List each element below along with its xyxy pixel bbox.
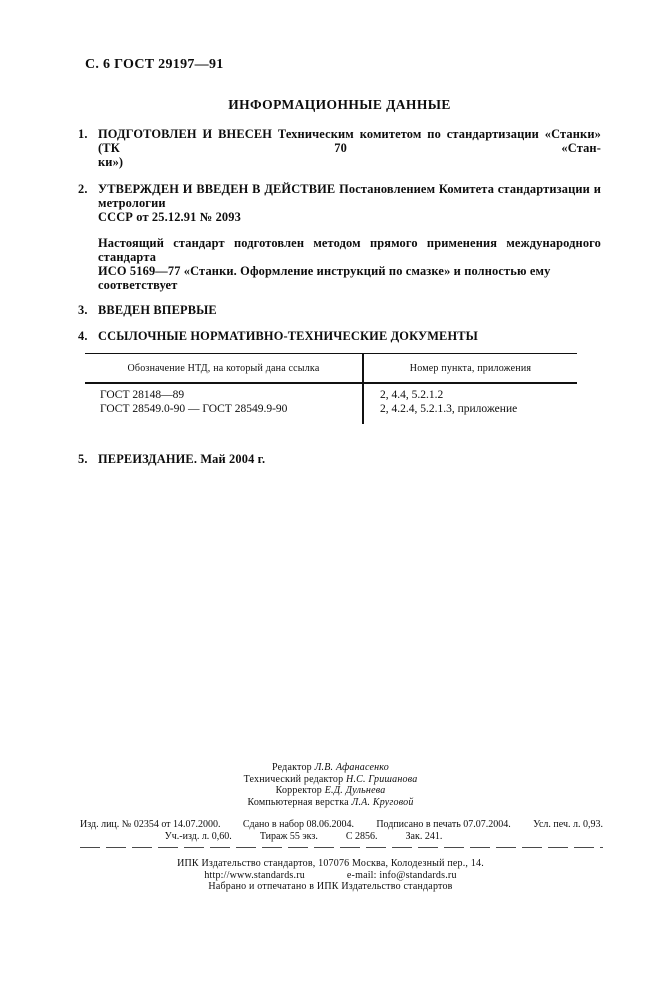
imprint-row-2: [42, 831, 565, 842]
imprint-print-date: Подписано в печать 07.07.2004.: [376, 819, 511, 830]
document-title: ИНФОРМАЦИОННЫЕ ДАННЫЕ: [228, 97, 451, 112]
imprint-block: [80, 819, 603, 842]
table-cell-ntd: ГОСТ 28148—89: [85, 383, 363, 402]
credit-role: Редактор: [272, 762, 312, 773]
imprint-circulation: Тираж 55 экз.: [259, 831, 318, 842]
credit-line: [0, 797, 661, 809]
list-item-4: [78, 329, 601, 343]
imprint-print-sheets: Усл. печ. л. 0,93.: [533, 819, 603, 830]
item-text-line: УТВЕРЖДЕН И ВВЕДЕН В ДЕЙСТВИЕ Постановлением Комитета стандартизации и метрологии: [98, 182, 601, 210]
imprint-pub-sheets: Уч.-изд. л. 0,60.: [164, 831, 232, 842]
item-text-line: СССР от 25.12.91 № 2093: [98, 210, 241, 224]
credit-role: Технический редактор: [243, 773, 344, 785]
item-text-line: ССЫЛОЧНЫЕ НОРМАТИВНО-ТЕХНИЧЕСКИЕ ДОКУМЕНТЫ: [98, 329, 478, 343]
note-text-line: ИСО 5169—77 «Станки. Оформление инструкций по смазке» и полностью ему соответствует: [98, 264, 551, 292]
references-table: [85, 353, 577, 424]
credit-name: Е.Д. Дульнева: [324, 785, 386, 796]
item-number: 1.: [78, 127, 88, 141]
item-text-line: ВВЕДЕН ВПЕРВЫЕ: [98, 303, 217, 317]
table-cell-clause: 2, 4.4, 5.2.1.2: [380, 389, 444, 401]
document-page: [0, 57, 661, 993]
table-cell-clause: 2, 4.2.4, 5.2.1.3, приложение: [380, 403, 518, 415]
publisher-printed-note: Набрано и отпечатано в ИПК Издательство стандартов: [208, 881, 453, 892]
table-header-ntd: Обозначение НТД, на который дана ссылка: [85, 354, 363, 384]
imprint-order-number: Зак. 241.: [405, 831, 443, 842]
list-item-5: [78, 452, 601, 466]
credits-block: [0, 762, 661, 808]
table-row: [85, 383, 577, 402]
publisher-block: [0, 858, 661, 893]
item-2-note: [98, 236, 601, 292]
publisher-contacts: [0, 870, 661, 882]
imprint-row-1: [80, 819, 603, 830]
imprint-license: Изд. лиц. № 02354 от 14.07.2000.: [80, 819, 221, 830]
list-item-1: [78, 127, 601, 169]
item-number: 3.: [78, 303, 88, 317]
credit-line: [0, 785, 661, 797]
item-text-line: ПЕРЕИЗДАНИЕ. Май 2004 г.: [98, 452, 266, 466]
item-number: 2.: [78, 182, 88, 196]
table-row: [85, 402, 577, 424]
item-text-line: ки»): [98, 155, 124, 169]
item-number: 4.: [78, 329, 88, 343]
credit-line: [0, 762, 661, 774]
dashed-divider: [80, 847, 603, 848]
table-header-clause: Номер пункта, приложения: [363, 354, 577, 384]
table-header-row: [85, 354, 577, 384]
list-item-2: [78, 182, 601, 292]
credit-role: Компьютерная верстка: [247, 796, 349, 808]
publisher-email: e-mail: info@standards.ru: [346, 869, 457, 881]
publisher-url: http://www.standards.ru: [204, 869, 305, 881]
credit-role: Корректор: [275, 785, 322, 796]
credit-name: Н.С. Гришанова: [346, 773, 418, 785]
item-number: 5.: [78, 452, 88, 466]
page-header: С. 6 ГОСТ 29197—91: [85, 57, 224, 72]
table-cell-ntd: ГОСТ 28549.0-90 — ГОСТ 28549.9-90: [85, 402, 363, 424]
note-text-line: Настоящий стандарт подготовлен методом прямого применения международного стандарта: [98, 236, 601, 264]
credit-name: Л.А. Круговой: [351, 796, 414, 808]
imprint-typeset-date: Сдано в набор 08.06.2004.: [242, 819, 355, 830]
imprint-c-number: С 2856.: [345, 831, 378, 842]
credit-line: [0, 774, 661, 786]
item-text-line: ПОДГОТОВЛЕН И ВНЕСЕН Техническим комитетом по стандартизации «Станки» (ТК 70 «Стан-: [98, 127, 601, 155]
list-item-3: [78, 303, 601, 317]
credit-name: Л.В. Афанасенко: [314, 762, 389, 773]
publisher-address: ИПК Издательство стандартов, 107076 Москва, Колодезный пер., 14.: [177, 858, 484, 869]
